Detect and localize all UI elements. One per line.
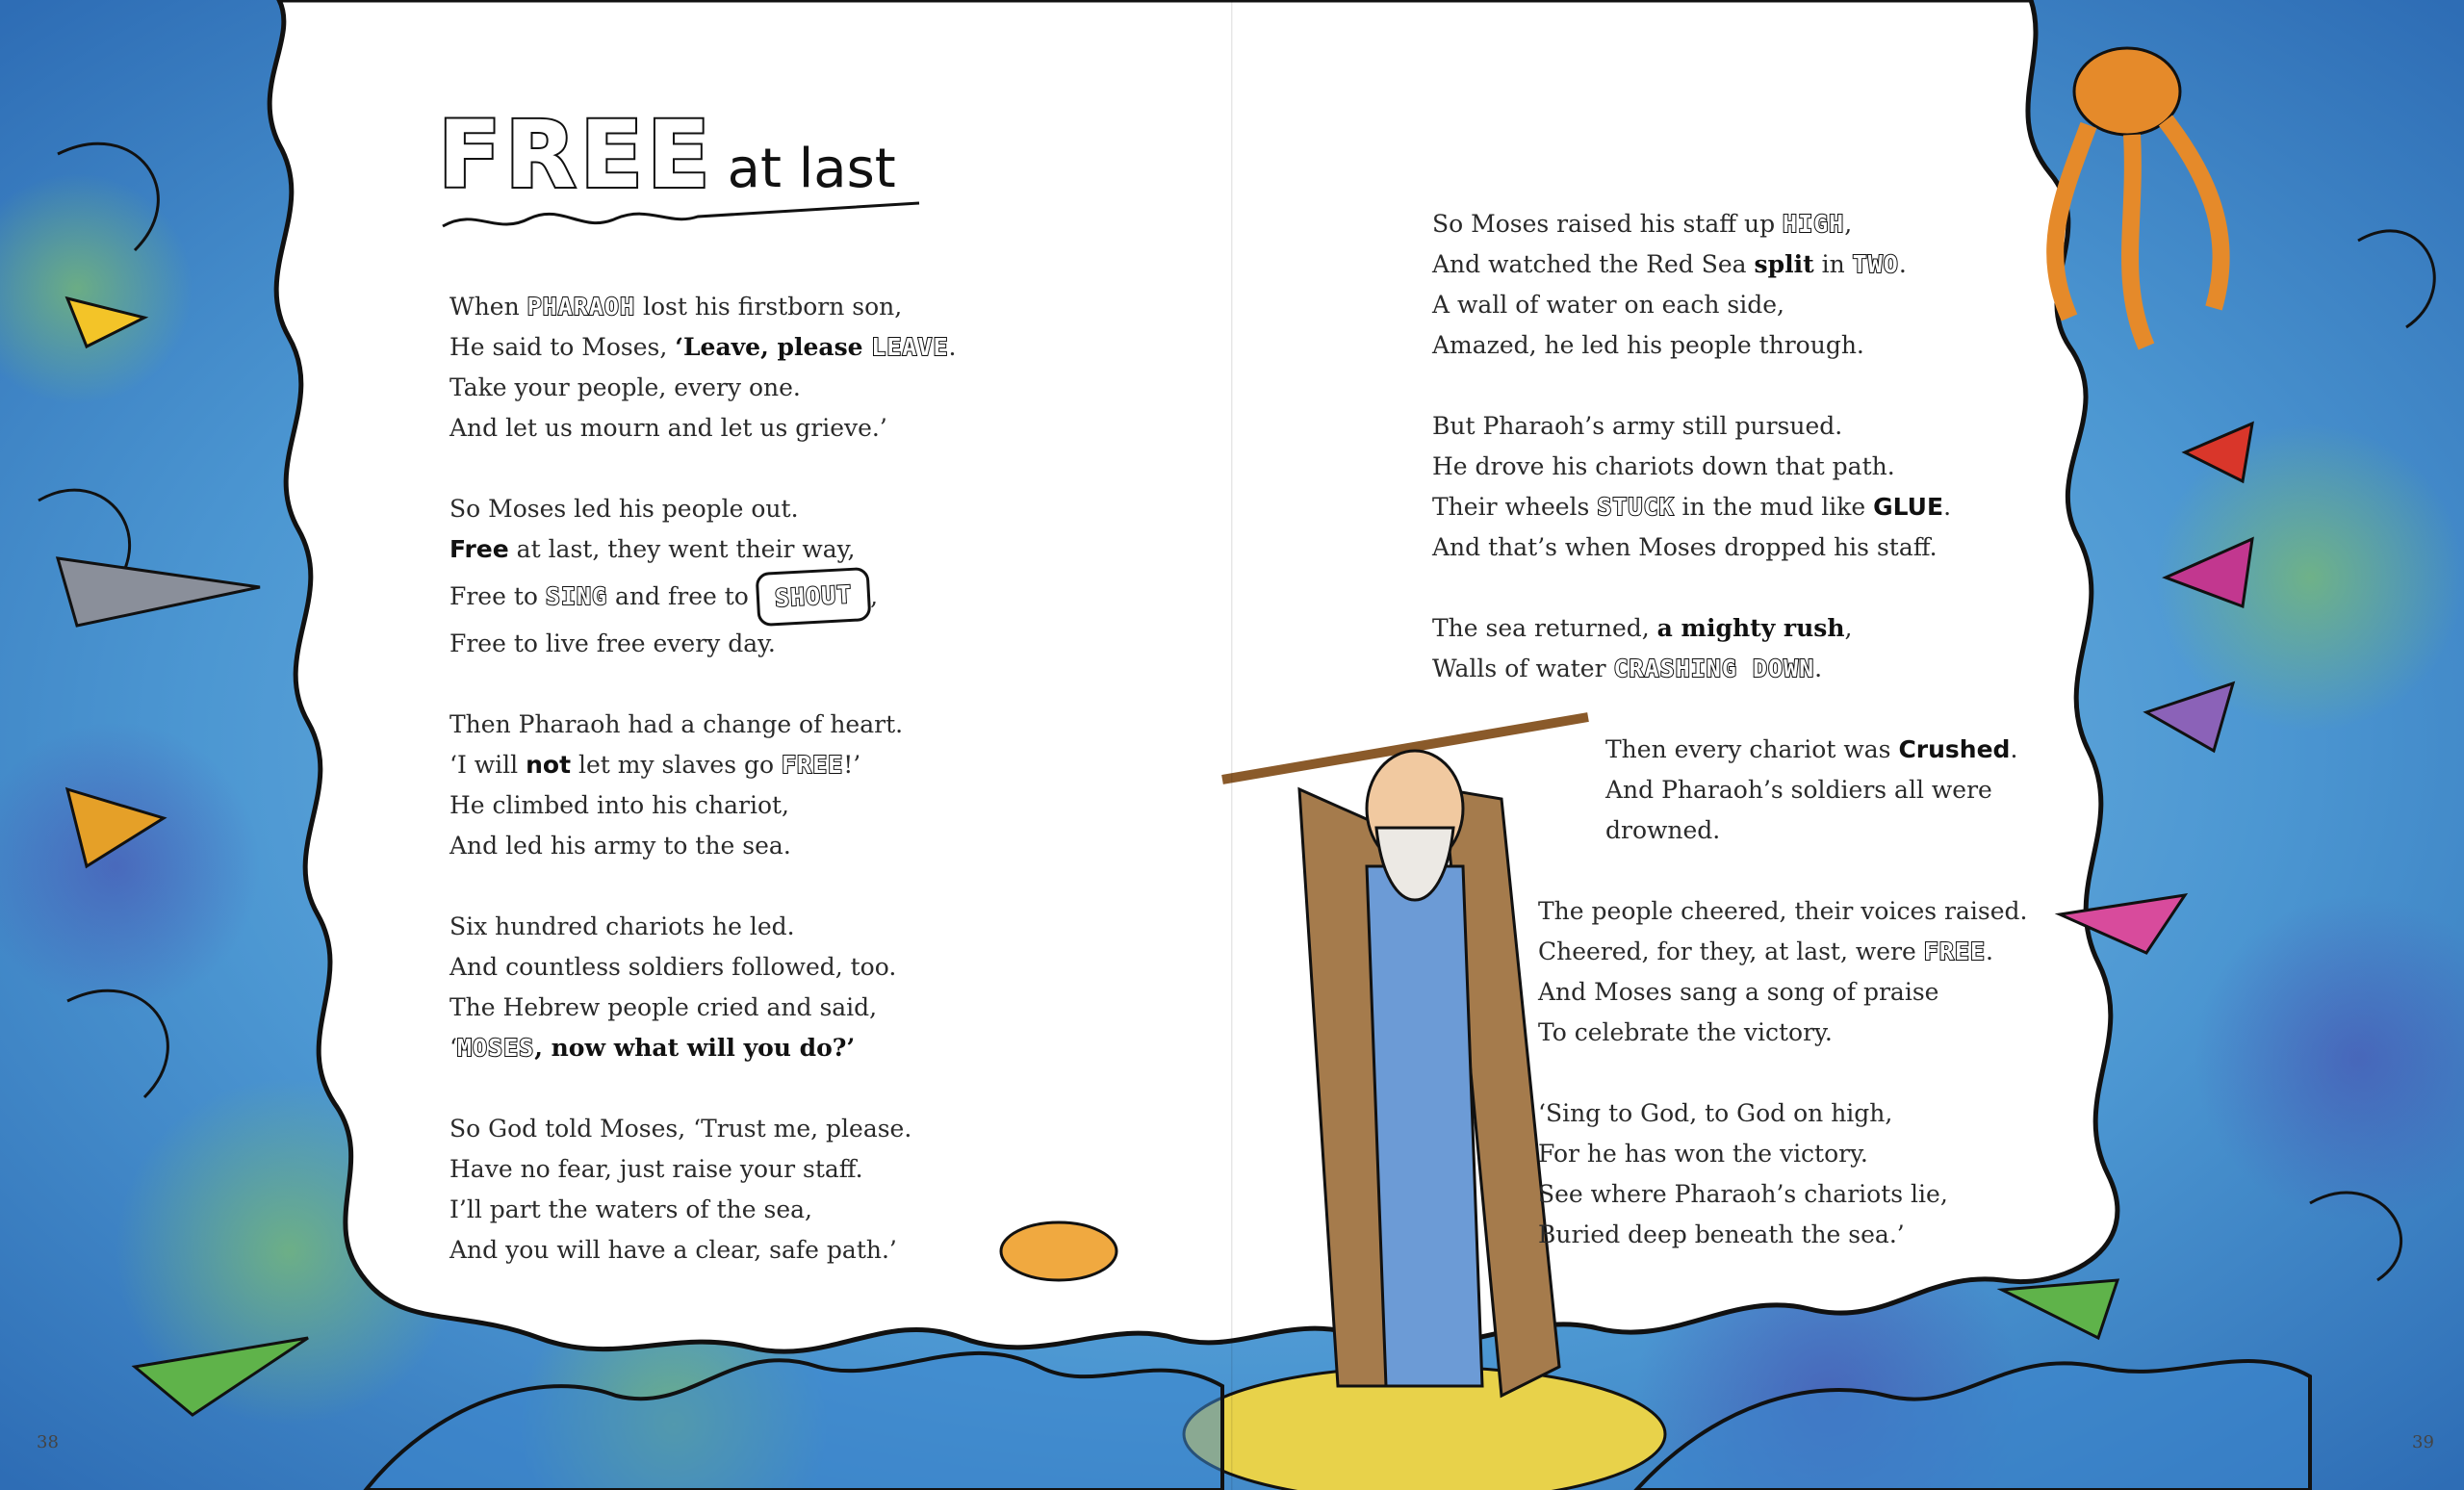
poem-stanza [449, 907, 956, 1068]
poem-text: When [449, 293, 527, 321]
poem-text: . [1814, 655, 1823, 682]
poem-text: Walls of water [1432, 655, 1614, 682]
poem-line [449, 327, 956, 368]
poem-text: , [1844, 210, 1853, 238]
poem-line [1605, 770, 2027, 810]
poem-text: He climbed into his chariot, [449, 791, 790, 819]
emphasis-word: CRASHING DOWN [1613, 655, 1815, 682]
poem-text: . [1943, 493, 1952, 521]
poem-text: . [1898, 250, 1907, 278]
page-number-left: 38 [37, 1432, 59, 1452]
emphasis-word: MOSES [456, 1034, 535, 1062]
poem-text: , [870, 582, 879, 610]
poem-line [1538, 1013, 2027, 1053]
poem-line [449, 1028, 956, 1068]
poem-line [449, 705, 956, 745]
poem-text: Then every chariot was [1605, 735, 1899, 763]
poem-text: . [948, 333, 957, 361]
poem-text: And led his army to the sea. [449, 832, 791, 860]
poem-line [449, 1109, 956, 1149]
poem-text: Six hundred chariots he led. [449, 912, 795, 940]
poem-text: He said to Moses, [449, 333, 676, 361]
poem-stanza [1432, 204, 2027, 366]
emphasis-word: LEAVE [871, 333, 949, 361]
poem-line [1605, 810, 2027, 851]
poem-text: And countless soldiers followed, too. [449, 953, 897, 981]
poem-line [449, 570, 956, 624]
poem-text: Have no fear, just raise your staff. [449, 1155, 863, 1183]
poem-text: Free to [449, 582, 546, 610]
poem-line [1432, 204, 2027, 244]
emphasis-word: FREE [781, 751, 844, 779]
poem-line [1538, 1093, 2027, 1134]
page-title [438, 101, 896, 209]
poem-text: So God told Moses, ‘Trust me, please. [449, 1115, 912, 1143]
poem-line [449, 826, 956, 866]
poem-line [1432, 527, 2027, 568]
poem-text: To celebrate the victory. [1538, 1018, 1833, 1046]
poem-text: Then Pharaoh had a change of heart. [449, 710, 904, 738]
emphasis-word: not [526, 751, 572, 779]
poem-text: . [2010, 735, 2018, 763]
poem-stanza [449, 489, 956, 664]
poem-line [449, 408, 956, 449]
crab-icon [1001, 1222, 1116, 1280]
poem-text: ‘ [449, 1034, 457, 1062]
emphasis-word: , now what will you do?’ [534, 1034, 856, 1062]
poem-text: The people cheered, their voices raised. [1538, 897, 2028, 925]
emphasis-word: SHOUT [755, 567, 871, 627]
poem-text: drowned. [1605, 816, 1721, 844]
poem-line [1538, 1134, 2027, 1174]
emphasis-word: split [1754, 250, 1814, 278]
poem-text: !’ [843, 751, 861, 779]
poem-line [1432, 447, 2027, 487]
poem-line [449, 529, 956, 570]
poem-text: I’ll part the waters of the sea, [449, 1195, 812, 1223]
poem-line [449, 624, 956, 664]
poem-line [1432, 608, 2027, 649]
poem-line [449, 785, 956, 826]
emphasis-word: GLUE [1873, 493, 1944, 521]
poem-text: at last, they went their way, [508, 535, 856, 563]
poem-line [1538, 1174, 2027, 1215]
poem-text: A wall of water on each side, [1432, 291, 1784, 319]
poem-text: So Moses led his people out. [449, 495, 799, 523]
poem-text: Amazed, he led his people through. [1432, 331, 1864, 359]
emphasis-word: a mighty rush [1656, 614, 1845, 642]
poem-line [449, 287, 956, 327]
poem-line [449, 1230, 956, 1271]
poem-text: lost his firstborn son, [635, 293, 903, 321]
poem-stanza [449, 705, 956, 866]
poem-stanza [1605, 730, 2027, 851]
poem-line [1432, 325, 2027, 366]
poem-line [1538, 891, 2027, 932]
poem-line [449, 1149, 956, 1190]
poem-text: He drove his chariots down that path. [1432, 452, 1895, 480]
poem-line [1432, 244, 2027, 285]
emphasis-word: HIGH [1783, 210, 1845, 238]
poem-line [1538, 972, 2027, 1013]
poem-text: in the mud like [1674, 493, 1874, 521]
right-poem [1432, 204, 2027, 1296]
poem-text: Buried deep beneath the sea.’ [1538, 1220, 1905, 1248]
title-underline [438, 197, 938, 236]
poem-line [449, 489, 956, 529]
poem-text: But Pharaoh’s army still pursued. [1432, 412, 1843, 440]
poem-line [1432, 649, 2027, 689]
poem-line [449, 368, 956, 408]
poem-text: And you will have a clear, safe path.’ [449, 1236, 897, 1264]
poem-stanza [1432, 406, 2027, 568]
poem-line [1432, 406, 2027, 447]
poem-stanza [449, 287, 956, 449]
emphasis-word: FREE [1923, 938, 1986, 965]
emphasis-word: TWO [1852, 250, 1899, 278]
poem-text: ‘I will [449, 751, 526, 779]
poem-stanza [449, 1109, 956, 1271]
poem-text: So Moses raised his staff up [1432, 210, 1784, 238]
poem-line [1538, 932, 2027, 972]
poem-text: And let us mourn and let us grieve.’ [449, 414, 887, 442]
emphasis-word: Free [449, 535, 509, 563]
poem-text: and free to [607, 582, 757, 610]
poem-line [1432, 487, 2027, 527]
emphasis-word: Crushed [1898, 735, 2011, 763]
title-big-word: FREE [438, 101, 714, 209]
poem-text: And Pharaoh’s soldiers all were [1605, 776, 1992, 804]
poem-text: The sea returned, [1432, 614, 1657, 642]
emphasis-word: STUCK [1597, 493, 1675, 521]
poem-line [449, 947, 956, 988]
poem-line [1538, 1215, 2027, 1255]
poem-text: Their wheels [1432, 493, 1598, 521]
poem-text: , [1844, 614, 1853, 642]
emphasis-word: ‘Leave, please [675, 333, 872, 361]
title-small-words: at last [727, 138, 896, 200]
poem-text: let my slaves go [571, 751, 782, 779]
poem-text: Cheered, for they, at last, were [1538, 938, 1924, 965]
poem-text: And watched the Red Sea [1432, 250, 1755, 278]
poem-text: Free to live free every day. [449, 629, 776, 657]
emphasis-word: PHARAOH [526, 293, 635, 321]
poem-line [449, 1190, 956, 1230]
poem-line [449, 745, 956, 785]
poem-text: The Hebrew people cried and said, [449, 993, 878, 1021]
poem-text: Take your people, every one. [449, 373, 801, 401]
poem-text: And Moses sang a song of praise [1538, 978, 1939, 1006]
poem-text: See where Pharaoh’s chariots lie, [1538, 1180, 1948, 1208]
poem-stanza [1538, 1093, 2027, 1255]
poem-text: . [1985, 938, 1993, 965]
poem-text: ‘Sing to God, to God on high, [1538, 1099, 1893, 1127]
left-poem [449, 287, 956, 1311]
poem-stanza [1538, 891, 2027, 1053]
poem-text: For he has won the victory. [1538, 1140, 1868, 1168]
poem-stanza [1432, 608, 2027, 689]
emphasis-word: SING [545, 582, 608, 610]
poem-line [449, 907, 956, 947]
poem-line [1432, 285, 2027, 325]
page-number-right: 39 [2412, 1432, 2434, 1452]
poem-text: in [1813, 250, 1853, 278]
poem-text: And that’s when Moses dropped his staff. [1432, 533, 1938, 561]
poem-line [1605, 730, 2027, 770]
book-spine [1231, 0, 1233, 1490]
poem-line [449, 988, 956, 1028]
